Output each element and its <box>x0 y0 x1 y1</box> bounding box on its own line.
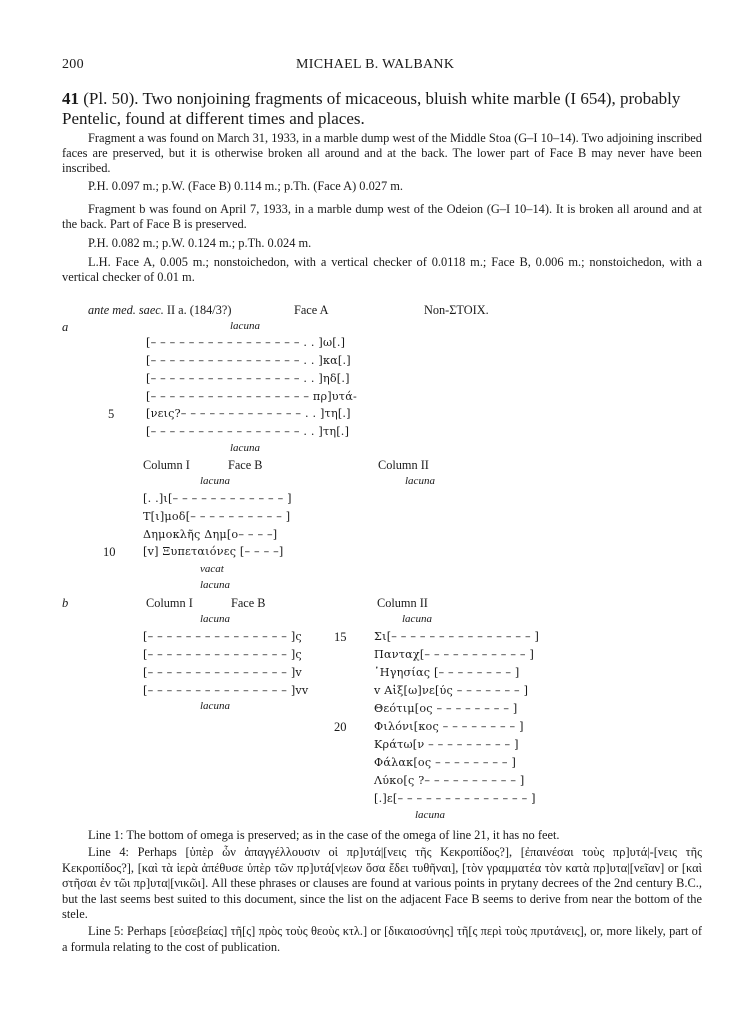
date-heading <box>88 303 231 318</box>
date-italic: ante med. saec. <box>88 303 164 317</box>
inscription-line: [– – – – – – – – – – – – – – – – . . ]τη[.] <box>146 425 350 438</box>
line-number-10: 10 <box>103 545 116 559</box>
column-i-heading: Column I <box>143 458 190 472</box>
lacuna: lacuna <box>200 475 230 487</box>
inscription-line: ῾Ηγησίας [– – – – – – – – ] <box>374 666 520 679</box>
entry-number: 41 <box>62 89 79 108</box>
fragment-a-label: a <box>62 320 69 334</box>
inscription-line: [νεις?– – – – – – – – – – – – – . . ]τη[.] <box>146 407 351 420</box>
line-number-20: 20 <box>334 720 347 734</box>
inscription-line: [– – – – – – – – – – – – – – – – . . ]ω[.] <box>146 336 346 349</box>
entry-title <box>62 89 702 129</box>
style-heading: Non-ΣΤΟΙΧ. <box>424 303 489 317</box>
inscription-line: [– – – – – – – – – – – – – – – ]ς <box>143 630 302 643</box>
note-line-5: Line 5: Perhaps [εὐσεβείας] τῆ[ς] πρὸς τοὺς θεοὺς κτλ.] or [δικαιοσύνης] τῆ[ς περὶ τοὺς πρυτάνεις], or, more likely, part of a formula relating to the cost of publication. <box>62 924 702 954</box>
inscription-line: Δημοκλῆς Δημ[ο– – – –] <box>143 528 278 541</box>
date-rest: II a. (184/3?) <box>163 303 232 317</box>
lacuna: lacuna <box>402 613 432 625</box>
fragment-a-description: Fragment a was found on March 31, 1933, in a marble dump west of the Middle Stoa (G–I 10–14). Two adjoining inscribed faces are preserved, but it is otherwise broken all around and at the back. The lower part of Face B may never have been inscribed. <box>62 131 702 176</box>
fragment-b-description: Fragment b was found on April 7, 1933, in a marble dump west of the Odeion (G–I 10–14). It is broken all around and at the back. Part of Face B is preserved. <box>62 202 702 232</box>
face-b-heading: Face B <box>228 458 263 472</box>
line-number-5: 5 <box>108 407 115 421</box>
inscription-line: v Αἰξ[ω]νε[ύς – – – – – – – ] <box>374 684 529 697</box>
lacuna: lacuna <box>200 613 230 625</box>
inscription-line: [.]ε[– – – – – – – – – – – – – – ] <box>374 792 536 805</box>
line-number-15: 15 <box>334 630 347 644</box>
inscription-line: Φάλακ[ος – – – – – – – – ] <box>374 756 517 769</box>
lacuna: lacuna <box>200 579 230 591</box>
lacuna: lacuna <box>415 809 445 821</box>
column-ii-heading: Column II <box>378 458 429 472</box>
inscription-line: Τ[ι]μοδ[– – – – – – – – – – ] <box>143 510 291 523</box>
note-line-4: Line 4: Perhaps [ὑπὲρ ὧν ἀπαγγέλλουσιν οἱ πρ]υτά|[νεις τῆς Κεκροπίδος?], [ἐπαινέσαι τοὺς πρ]υτά|-[νεις τῆς Κεκροπίδος?], [καὶ τὰ ἱερὰ ἀπέθυσε ὑπὲρ τῶν πρ]υτά[ν|εων ὅσα ἔδει τυθῆναι], [τὸν γραμματέα τὸν κατὰ πρ]υτα|[νεῖαν] or [καὶ στῆσαι ἐν τῶι πρ]υτα|[νικῶι]. All these phrases or clauses are found at various points in prytany decrees of the 2nd century B.C., but the last seems best suited to this document, since the list on the adjacent Face B seems to derive from near the bottom of the stele. <box>62 845 702 922</box>
running-head: MICHAEL B. WALBANK <box>296 57 455 72</box>
letter-heights: L.H. Face A, 0.005 m.; nonstoichedon, with a vertical checker of 0.0118 m.; Face B, 0.006 m.; nonstoichedon, with a vertical checker of 0.01 m. <box>62 255 702 285</box>
entry-title-text: (Pl. 50). Two nonjoining fragments of micaceous, bluish white marble (I 654), probably Pentelic, found at different times and places. <box>62 89 681 128</box>
inscription-line: Κράτω[ν – – – – – – – – – ] <box>374 738 519 751</box>
column-i-heading: Column I <box>146 596 193 610</box>
fragment-b-dimensions: P.H. 0.082 m.; p.W. 0.124 m.; p.Th. 0.024 m. <box>88 236 312 250</box>
lacuna: lacuna <box>230 442 260 454</box>
inscription-line: [– – – – – – – – – – – – – – – ]v <box>143 666 302 679</box>
note-line-1: Line 1: The bottom of omega is preserved; as in the case of the omega of line 21, it has no feet. <box>88 828 560 842</box>
fragment-a-dimensions: P.H. 0.097 m.; p.W. (Face B) 0.114 m.; p.Th. (Face A) 0.027 m. <box>88 179 404 193</box>
inscription-line: [– – – – – – – – – – – – – – – – – πρ]υτά- <box>146 390 357 403</box>
inscription-line: [v] Ξυπεταιόνες [– – – –] <box>143 545 284 558</box>
inscription-line: Πανταχ[– – – – – – – – – – – ] <box>374 648 535 661</box>
face-b-heading: Face B <box>231 596 266 610</box>
page-number: 200 <box>62 57 84 72</box>
fragment-b-label: b <box>62 596 69 610</box>
vacat: vacat <box>200 563 224 575</box>
inscription-line: Θεότιμ[ος – – – – – – – – ] <box>374 702 518 715</box>
inscription-line: Φιλόνι[κος – – – – – – – – ] <box>374 720 524 733</box>
inscription-line: [– – – – – – – – – – – – – – – – . . ]ηδ[.] <box>146 372 350 385</box>
lacuna: lacuna <box>200 700 230 712</box>
inscription-line: [– – – – – – – – – – – – – – – ]ς <box>143 648 302 661</box>
inscription-line: [. .]ι[– – – – – – – – – – – – ] <box>143 492 292 505</box>
inscription-line: Λύκο[ς ?– – – – – – – – – – ] <box>374 774 525 787</box>
lacuna: lacuna <box>230 320 260 332</box>
inscription-line: [– – – – – – – – – – – – – – – – . . ]κα[.] <box>146 354 351 367</box>
lacuna: lacuna <box>405 475 435 487</box>
face-a-heading: Face A <box>294 303 329 317</box>
column-ii-heading: Column II <box>377 596 428 610</box>
inscription-line: Σι[– – – – – – – – – – – – – – – ] <box>374 630 540 643</box>
inscription-line: [– – – – – – – – – – – – – – – ]vv <box>143 684 309 697</box>
